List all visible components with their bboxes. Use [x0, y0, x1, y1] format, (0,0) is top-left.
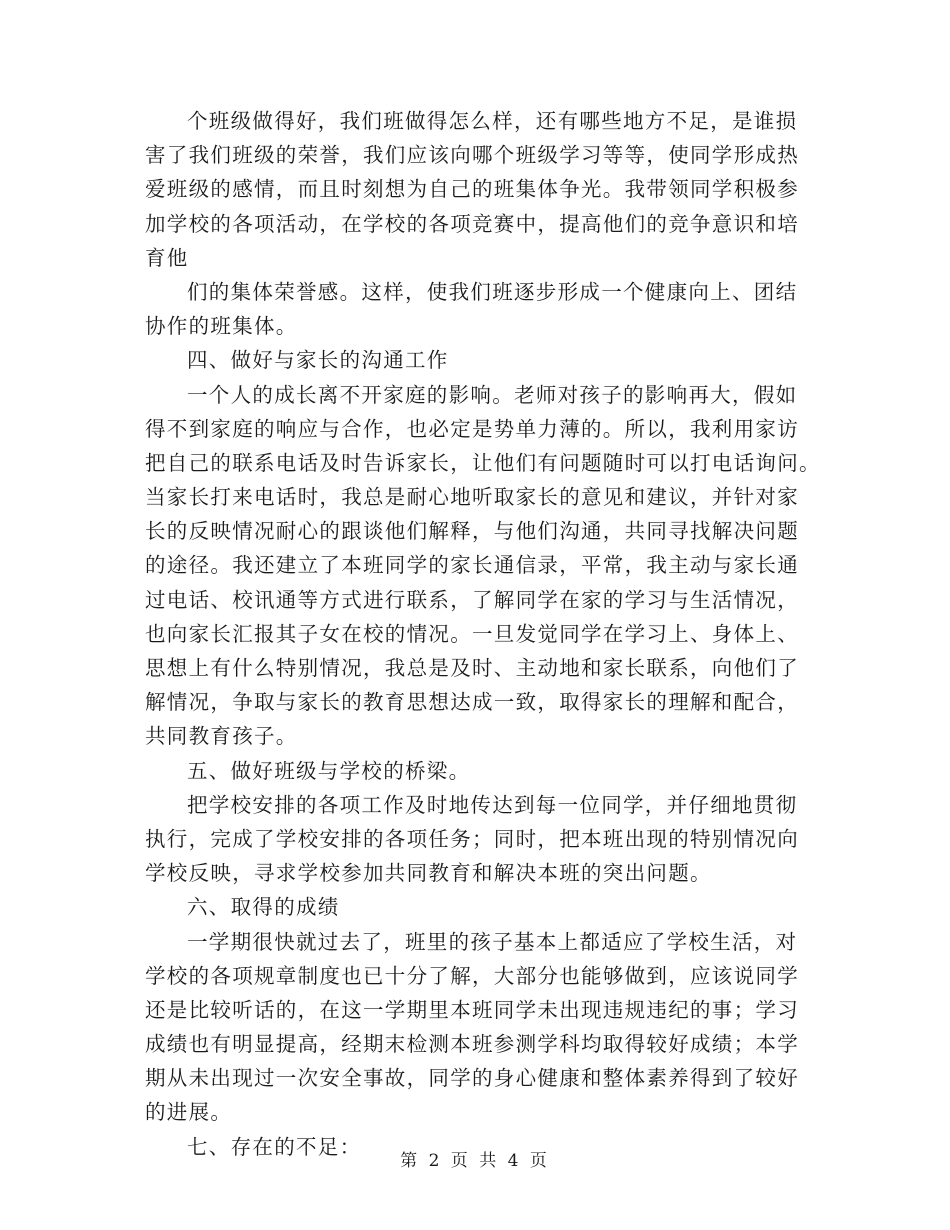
text-line: 七、存在的不足：: [187, 1134, 362, 1159]
text-line: 协作的班集体。: [145, 314, 298, 339]
text-line: 的途径。我还建立了本班同学的家长通信录，平常，我主动与家长通: [145, 553, 799, 578]
text-line: 加学校的各项活动，在学校的各项竞赛中，提高他们的竞争意识和培: [145, 211, 799, 236]
text-line: 一学期很快就过去了，班里的孩子基本上都适应了学校生活，对: [187, 929, 798, 954]
text-line: 的进展。: [145, 1100, 233, 1125]
text-line: 执行，完成了学校安排的各项任务；同时，把本班出现的特别情况向: [145, 826, 799, 851]
page-footer: 第 2 页 共 4 页: [400, 1151, 550, 1171]
text-line: 也向家长汇报其子女在校的情况。一旦发觉同学在学习上、身体上、: [145, 621, 799, 646]
text-line: 共同教育孩子。: [145, 724, 298, 749]
text-line: 思想上有什么特别情况，我总是及时、主动地和家长联系，向他们了: [145, 656, 799, 680]
text-line: 成绩也有明显提高，经期末检测本班参测学科均取得较好成绩；本学: [145, 1032, 799, 1057]
text-line: 们的集体荣誉感。这样，使我们班逐步形成一个健康向上、团结: [187, 279, 798, 304]
text-line: 六、取得的成绩: [187, 895, 340, 920]
text-line: 育他: [145, 245, 189, 270]
text-line: 五、做好班级与学校的桥梁。: [187, 758, 471, 783]
text-line: 当家长打来电话时，我总是耐心地听取家长的意见和建议，并针对家: [145, 485, 799, 510]
text-line: 期从未出现过一次安全事故，同学的身心健康和整体素养得到了较好: [145, 1066, 799, 1091]
text-line: 还是比较听话的，在这一学期里本班同学未出现违规违纪的事；学习: [145, 997, 799, 1022]
text-line: 长的反映情况耐心的跟谈他们解释，与他们沟通，共同寻找解决问题: [145, 519, 799, 544]
text-line: 四、做好与家长的沟通工作: [187, 348, 449, 373]
text-line: 学校的各项规章制度也已十分了解，大部分也能够做到，应该说同学: [145, 963, 799, 988]
text-line: 个班级做得好，我们班做得怎么样，还有哪些地方不足，是谁损: [187, 109, 798, 133]
text-line: 一个人的成长离不开家庭的影响。老师对孩子的影响再大，假如: [187, 382, 798, 407]
text-line: 爱班级的感情，而且时刻想为自己的班集体争光。我带领同学积极参: [145, 177, 799, 202]
text-line: 把学校安排的各项工作及时地传达到每一位同学，并仔细地贯彻: [187, 792, 798, 817]
text-line: 过电话、校讯通等方式进行联系，了解同学在家的学习与生活情况，: [145, 587, 799, 612]
document-body: [145, 104, 821, 1164]
text-line: 得不到家庭的响应与合作，也必定是势单力薄的。所以，我利用家访: [145, 416, 799, 441]
text-line: 学校反映，寻求学校参加共同教育和解决本班的突出问题。: [145, 861, 712, 886]
text-line: 解情况，争取与家长的教育思想达成一致，取得家长的理解和配合，: [145, 690, 799, 715]
text-line: 把自己的联系电话及时告诉家长，让他们有问题随时可以打电话询问。: [145, 450, 821, 475]
text-line: 害了我们班级的荣誉，我们应该向哪个班级学习等等，使同学形成热: [145, 143, 799, 168]
